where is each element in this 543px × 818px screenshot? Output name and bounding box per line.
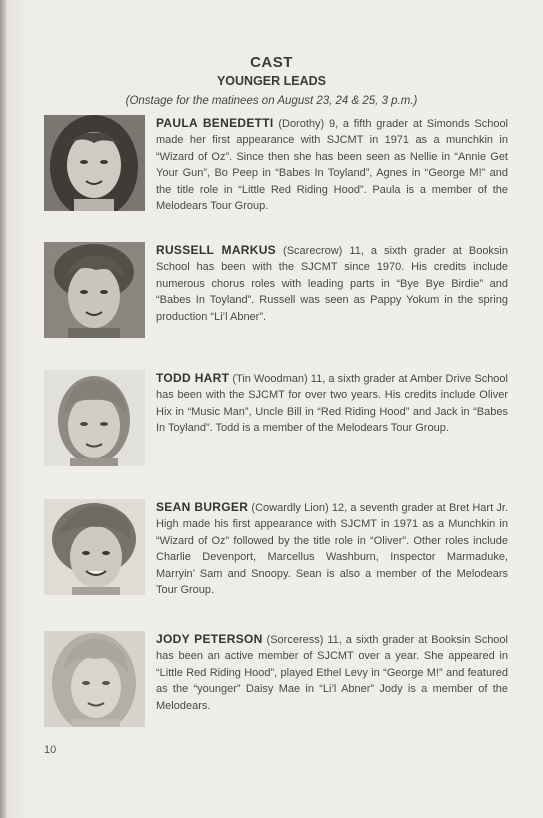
- cast-description: (Dorothy) 9, a fifth grader at Simonds School made her first appearance with SJCMT in 1971 as a munchkin in “Wizard of Oz”. Since then she has been seen as Nellie in “Annie Get Your Gun”, Bo Peep in “Babes In Toyland”, Agnes in “George M!” and the title role in “Little Red Riding Hood”. Paula is a member of the Melodears Tour Group.: [156, 118, 508, 213]
- cast-name: SEAN BURGER: [156, 500, 249, 514]
- cast-bio: [156, 370, 508, 437]
- cast-bio: [156, 242, 508, 325]
- headshot-photo: [44, 370, 145, 466]
- cast-bio: [156, 631, 508, 714]
- page-number: 10: [44, 744, 57, 756]
- cast-description: (Sorceress) 11, a sixth grader at Booksin School has been an active member of SJCMT over a year. She appeared in “Little Red Riding Hood”, played Ethel Levy in “George M!” and featured as the “younger” Daisy Mae in “Li’l Abner” Jody is a member of the Melodears.: [156, 634, 508, 712]
- headshot-photo: [44, 499, 145, 595]
- cast-bio: [156, 499, 508, 598]
- cast-name: TODD HART: [156, 371, 230, 385]
- cast-name: PAULA BENEDETTI: [156, 116, 274, 130]
- cast-description: (Scarecrow) 11, a sixth grader at Booksin School has been with the SJCMT since 1970. His credits include numerous chorus roles with leading parts in “Bye Bye Birdie” and “Babes In Toyland”. Russell was seen as Pappy Yokum in the spring production “Li’l Abner”.: [156, 245, 508, 323]
- matinee-note: (Onstage for the matinees on August 23, 24 & 25, 3 p.m.): [125, 95, 418, 107]
- cast-name: RUSSELL MARKUS: [156, 243, 276, 257]
- cast-name: JODY PETERSON: [156, 632, 263, 646]
- section-subtitle: YOUNGER LEADS: [216, 74, 327, 88]
- page-title: CAST: [250, 54, 293, 71]
- cast-description: (Tin Woodman) 11, a sixth grader at Amber Drive School has been with the SJCMT for over two years. His credits include Oliver Hix in “Music Man”, Uncle Bill in “Red Riding Hood” and Jack in “Babes In Toyland”. Todd is a member of the Melodears Tour Group.: [156, 373, 508, 435]
- headshot-photo: [44, 115, 145, 211]
- binding-spine: [0, 0, 6, 818]
- headshot-photo: [44, 631, 145, 727]
- cast-description: (Cowardly Lion) 12, a seventh grader at Bret Hart Jr. High made his first appearance with SJCMT in 1971 as a Munchkin in “Wizard of Oz” followed by the title role in “Oliver”. Other roles include Charlie Devenport, Marcellus Washburn, Inspector Marmaduke, Marryin’ Sam and Snoopy. Sean is also a member of the Melodears Tour Group.: [156, 502, 508, 597]
- cast-bio: [156, 115, 508, 214]
- headshot-photo: [44, 242, 145, 338]
